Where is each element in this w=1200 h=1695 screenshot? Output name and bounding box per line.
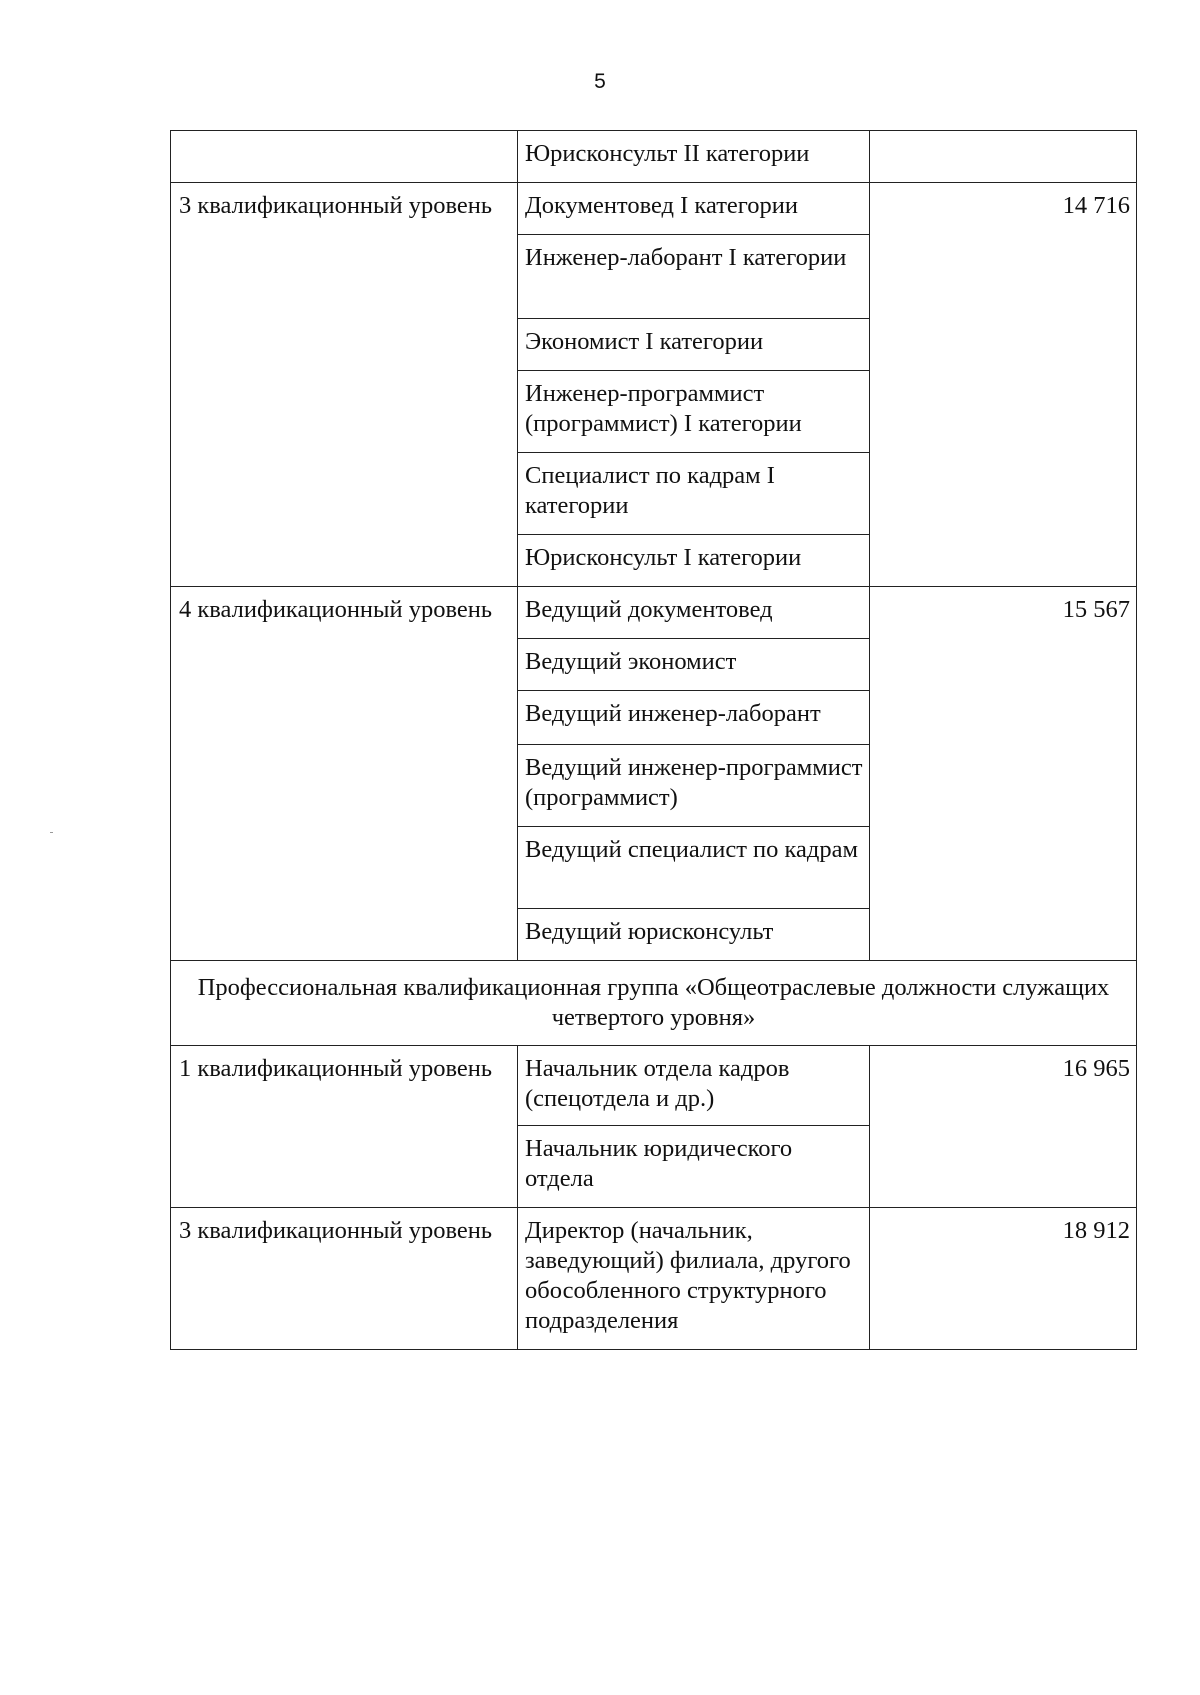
position-cell: Специалист по кадрам I категории — [518, 453, 870, 535]
qualification-level-cell: 3 квалификационный уровень — [171, 1208, 518, 1350]
salary-cell — [870, 131, 1137, 183]
position-cell: Экономист I категории — [518, 319, 870, 371]
table-row — [171, 1046, 1137, 1126]
table-row — [171, 131, 1137, 183]
scan-speck — [50, 832, 53, 833]
position-cell: Юрисконсульт I категории — [518, 535, 870, 587]
salary-cell: 15 567 — [870, 587, 1137, 961]
salary-cell: 18 912 — [870, 1208, 1137, 1350]
position-cell: Документовед I категории — [518, 183, 870, 235]
salary-cell: 16 965 — [870, 1046, 1137, 1208]
qualification-level-cell: 1 квалификационный уровень — [171, 1046, 518, 1208]
professional-group-title: Профессиональная квалификационная группа «Общеотраслевые должности служащих четвертого уровня» — [171, 961, 1137, 1046]
position-cell: Юрисконсульт II категории — [518, 131, 870, 183]
table-row — [171, 183, 1137, 235]
table-row — [171, 587, 1137, 639]
position-cell: Начальник отдела кадров (спецотдела и др.) — [518, 1046, 870, 1126]
qualification-salary-table — [170, 130, 1137, 1350]
position-cell: Ведущий специалист по кадрам — [518, 827, 870, 909]
salary-cell: 14 716 — [870, 183, 1137, 587]
qualification-level-cell — [171, 131, 518, 183]
position-cell: Начальник юридического отдела — [518, 1126, 870, 1208]
position-cell: Ведущий инженер-программист (программист) — [518, 745, 870, 827]
table-row — [171, 1208, 1137, 1350]
position-cell: Ведущий документовед — [518, 587, 870, 639]
qualification-level-cell: 3 квалификационный уровень — [171, 183, 518, 587]
group-header-row — [171, 961, 1137, 1046]
position-cell: Ведущий экономист — [518, 639, 870, 691]
page-number: 5 — [594, 70, 606, 93]
position-cell: Директор (начальник, заведующий) филиала, другого обособленного структурного подразделения — [518, 1208, 870, 1350]
qualification-level-cell: 4 квалификационный уровень — [171, 587, 518, 961]
position-cell: Ведущий инженер-лаборант — [518, 691, 870, 745]
position-cell: Ведущий юрисконсульт — [518, 909, 870, 961]
position-cell: Инженер-лаборант I категории — [518, 235, 870, 319]
position-cell: Инженер-программист (программист) I категории — [518, 371, 870, 453]
